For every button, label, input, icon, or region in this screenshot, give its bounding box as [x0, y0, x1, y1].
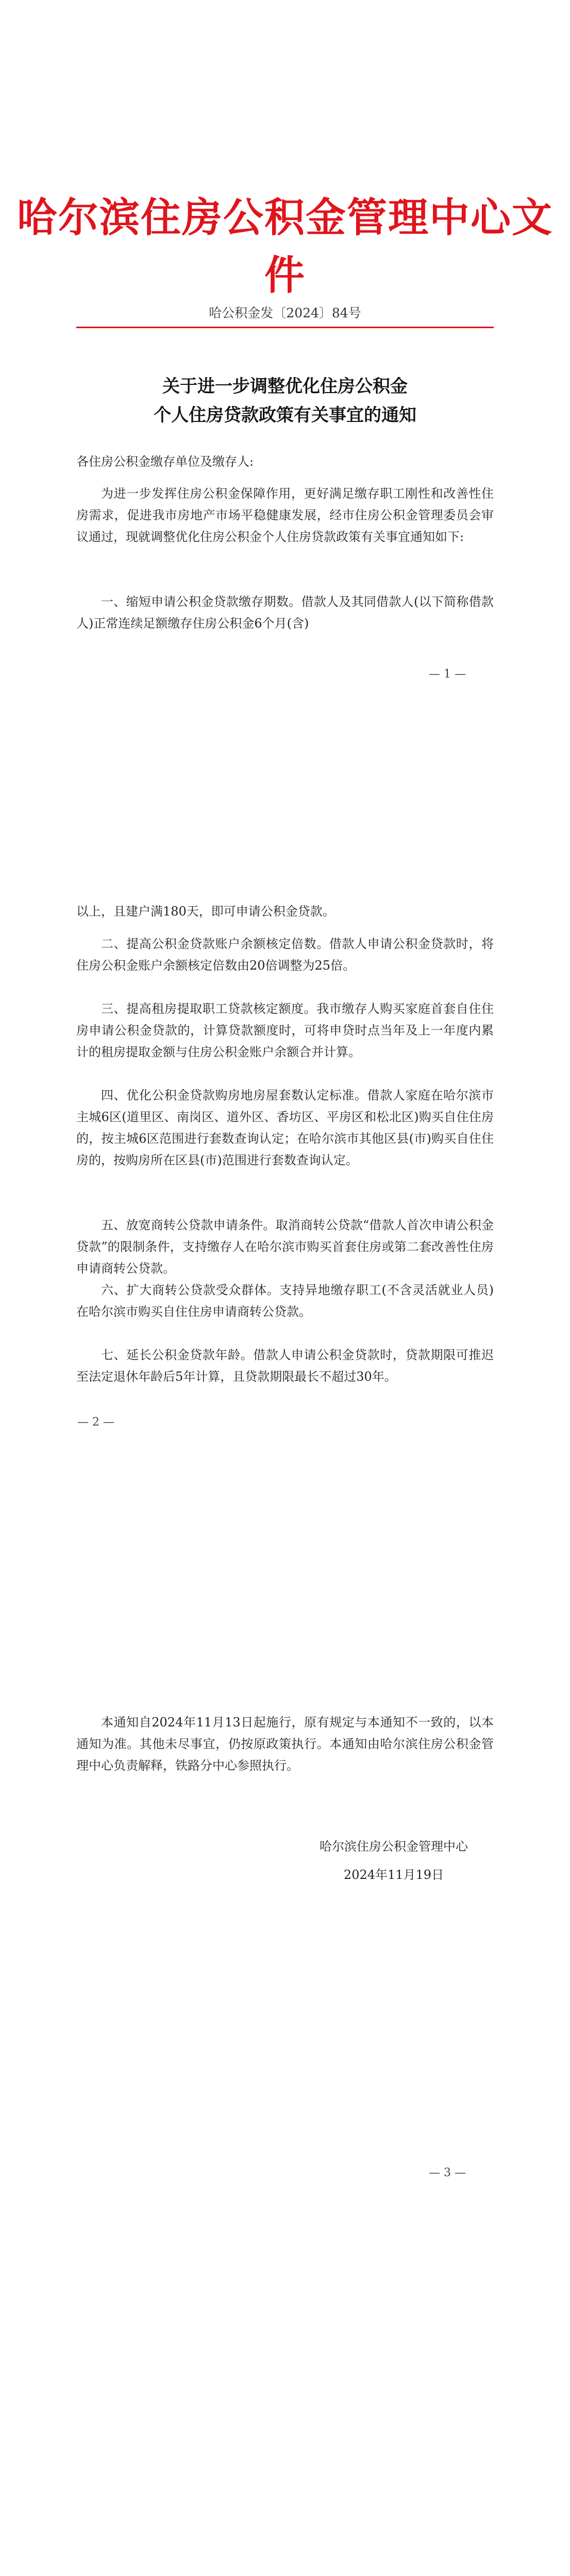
- document-number: 哈公积金发〔2024〕84号: [209, 306, 361, 320]
- salutation: 各住房公积金缴存单位及缴存人:: [76, 454, 254, 469]
- page-number-1: — 1 —: [429, 668, 466, 681]
- page-number-2: — 2 —: [77, 1416, 114, 1429]
- policy-item-2: 二、提高公积金贷款账户余额核定倍数。借款人申请公积金贷款时，将住房公积金账户余额核定倍数由20倍调整为25倍。: [76, 937, 494, 973]
- policy-item-4: 四、优化公积金贷款购房地房屋套数认定标准。借款人家庭在哈尔滨市主城6区(道里区、南岗区、道外区、香坊区、平房区和松北区)购买自住住房的，按主城6区范围进行套数查询认定；在哈尔滨市其他区县(市)购买自住住房的，按购房所在区县(市)范围进行套数查询认定。: [76, 1088, 494, 1167]
- signature-date: 2024年11月19日: [343, 1868, 444, 1882]
- policy-item-6: 六、扩大商转公贷款受众群体。支持异地缴存职工(不含灵活就业人员)在哈尔滨市购买自住住房申请商转公贷款。: [76, 1283, 494, 1319]
- policy-item-7: 七、延长公积金贷款年龄。借款人申请公积金贷款时，贷款期限可推迟至法定退休年龄后5年计算，且贷款期限最长不超过30年。: [76, 1348, 494, 1384]
- document-header-title: 哈尔滨住房公积金管理中心文件: [16, 194, 553, 299]
- intro-paragraph: 为进一步发挥住房公积金保障作用，更好满足缴存职工刚性和改善性住房需求，促进我市房地产市场平稳健康发展，经市住房公积金管理委员会审议通过，现就调整优化住房公积金个人住房贷款政策有关事宜通知如下:: [76, 486, 494, 544]
- page-number-3: — 3 —: [429, 2166, 466, 2179]
- notice-title-line-1: 关于进一步调整优化住房公积金: [162, 376, 408, 397]
- policy-item-1-part-2: 以上，且建户满180天，即可申请公积金贷款。: [76, 904, 335, 919]
- signature-org: 哈尔滨住房公积金管理中心: [320, 1839, 468, 1854]
- policy-item-5: 五、放宽商转公贷款申请条件。取消商转公贷款“借款人首次申请公积金贷款”的限制条件，支持缴存人在哈尔滨市购买首套住房或第二套改善性住房申请商转公贷款。: [76, 1218, 494, 1276]
- red-divider: [76, 327, 494, 328]
- closing-paragraph: 本通知自2024年11月13日起施行，原有规定与本通知不一致的，以本通知为准。其他未尽事宜，仍按原政策执行。本通知由哈尔滨住房公积金管理中心负责解释，铁路分中心参照执行。: [76, 1715, 494, 1773]
- notice-title-line-2: 个人住房贷款政策有关事宜的通知: [154, 405, 416, 426]
- policy-item-3: 三、提高租房提取职工贷款核定额度。我市缴存人购买家庭首套自住住房申请公积金贷款的，计算贷款额度时，可将申贷时点当年及上一年度内累计的租房提取金额与住房公积金账户余额合并计算。: [76, 1002, 494, 1059]
- policy-item-1-part-1: 一、缩短申请公积金贷款缴存期数。借款人及其同借款人(以下简称借款人)正常连续足额缴存住房公积金6个月(含): [76, 595, 494, 631]
